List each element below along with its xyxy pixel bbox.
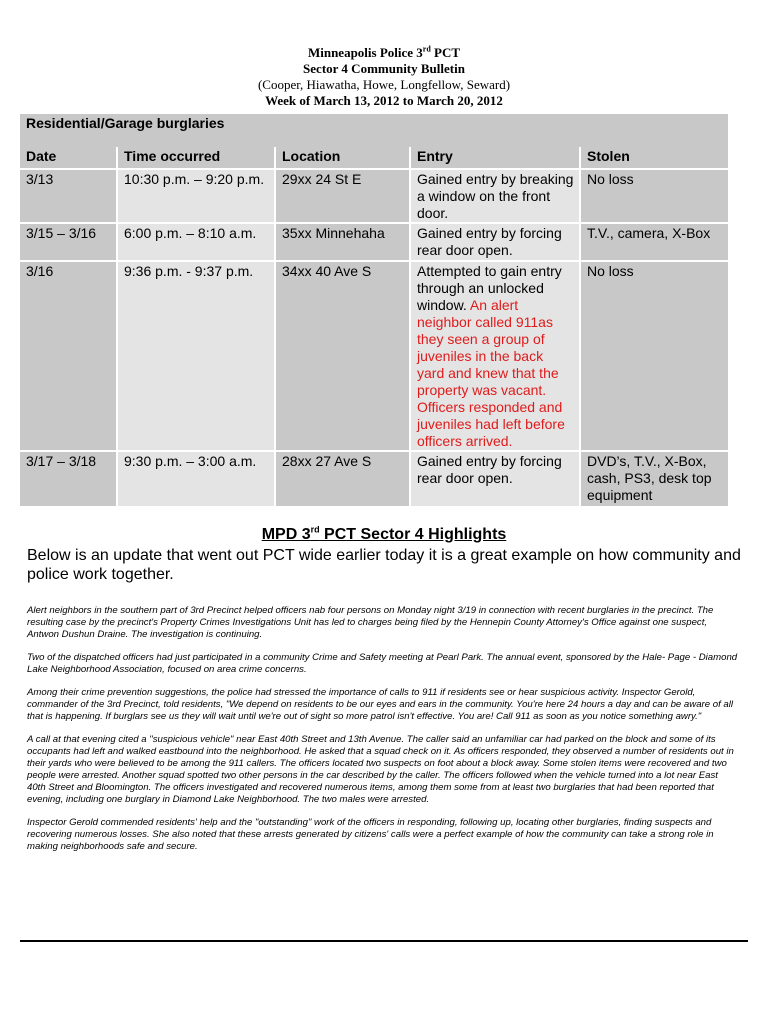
header-neighborhoods: (Cooper, Hiawatha, Howe, Longfellow, Seward) [257,77,511,92]
column-header-entry: Entry [410,147,580,169]
column-header-location: Location [275,147,410,169]
cell-entry: Gained entry by breaking a window on the front door. [410,169,580,223]
bottom-divider [20,940,748,942]
table-row [20,169,728,223]
cell-location: 29xx 24 St E [275,169,410,223]
cell-date: 3/17 – 3/18 [20,451,117,506]
cell-stolen: No loss [580,261,728,451]
header-title: Minneapolis Police 3rd PCT [307,44,461,60]
header-subtitle: Sector 4 Community Bulletin [303,61,465,76]
article-paragraph: Alert neighbors in the southern part of 3rd Precinct helped officers nab four persons on Monday night 3/19 in connection with recent burglaries in the precinct. The resulting case by the precinct's Property Crimes Investigations Unit has led to charges being filed by the Hennepin County Attorney's Office against one suspect, Antwon Dushun Draine. The investigation is continuing. [27,605,714,640]
cell-stolen: No loss [580,169,728,223]
burglaries-table [20,114,728,506]
highlights-intro: Below is an update that went out PCT wide earlier today it is a great example on how community and police work together. [27,547,741,583]
table-row [20,451,728,506]
cell-time: 6:00 p.m. – 8:10 a.m. [117,223,275,261]
cell-entry: Attempted to gain entry through an unlocked window. An alert neighbor called 911as they seen a group of juveniles in the back yard and knew that the property was vacant. Officers responded and juveniles had left before officers arrived. [410,261,580,451]
article-body [27,605,739,864]
cell-stolen: DVD’s, T.V., X-Box, cash, PS3, desk top equipment [580,451,728,506]
cell-time: 10:30 p.m. – 9:20 p.m. [117,169,275,223]
cell-entry: Gained entry by forcing rear door open. [410,223,580,261]
header-week: Week of March 13, 2012 to March 20, 2012 [265,93,503,108]
cell-date: 3/15 – 3/16 [20,223,117,261]
cell-location: 34xx 40 Ave S [275,261,410,451]
column-header-date: Date [20,147,117,169]
table-caption: Residential/Garage burglaries [20,114,728,147]
cell-time: 9:36 p.m. - 9:37 p.m. [117,261,275,451]
cell-location: 35xx Minnehaha [275,223,410,261]
table-row [20,261,728,451]
bulletin-header [0,45,768,109]
column-header-stolen: Stolen [580,147,728,169]
cell-date: 3/16 [20,261,117,451]
table-caption-row [20,114,728,147]
article-paragraph: Among their crime prevention suggestions, the police had stressed the importance of calls to 911 if residents see or hear suspicious activity. Inspector Gerold, commander of the 3rd Precinct, told residents, "We depend on residents to be our eyes and ears in the community. You're here 24 hours a day and can be aware of all that is happening. If burglars see us they will wait until we're out of sight so more patrol isn't effective. You are! Call 911 as soon as you notice something awry." [27,687,733,722]
highlights-title: MPD 3rd PCT Sector 4 Highlights [261,524,507,543]
article-paragraph: A call at that evening cited a "suspicious vehicle" near East 40th Street and 13th Avenue. The caller said an unfamiliar car had parked on the block and some of its occupants had left and walked eastbound into the neighborhood. He asked that a squad check on it. As officers responded, they observed a number of residents out in their yards who were believed to be among the 911 callers. The officers located two suspects on foot about a block away. Some stolen items were recovered and two people were arrested. Another squad spotted two other persons in the car described by the caller. The officers followed when the vehicle turned into a lot near East 40th Street and Bloomington. The officers investigated and recovered numerous items, among them some from at least two burglaries that had been reported that evening, including one burglary in Diamond Lake Neighborhood. The two males were arrested. [27,734,734,805]
cell-date: 3/13 [20,169,117,223]
cell-entry: Gained entry by forcing rear door open. [410,451,580,506]
article-paragraph: Inspector Gerold commended residents' help and the "outstanding" work of the officers in responding, following up, locating other burglaries, finding suspects and recovering numerous losses. She also noted that these arrests generated by citizens' calls were a perfect example of how the community can take a strong role in making neighborhoods safe and secure. [27,817,714,852]
column-header-time: Time occurred [117,147,275,169]
alert-neighbor-note: An alert neighbor called 911as they seen a group of juveniles in the back yard and knew that the property was vacant. Officers responded and juveniles had left before officers arrived. [417,297,565,449]
table-row [20,223,728,261]
table-header-row [20,147,728,169]
cell-stolen: T.V., camera, X-Box [580,223,728,261]
cell-location: 28xx 27 Ave S [275,451,410,506]
cell-time: 9:30 p.m. – 3:00 a.m. [117,451,275,506]
article-paragraph: Two of the dispatched officers had just participated in a community Crime and Safety meeting at Pearl Park. The annual event, sponsored by the Hale- Page - Diamond Lake Neighborhood Association, focused on area crime concerns. [27,652,738,675]
